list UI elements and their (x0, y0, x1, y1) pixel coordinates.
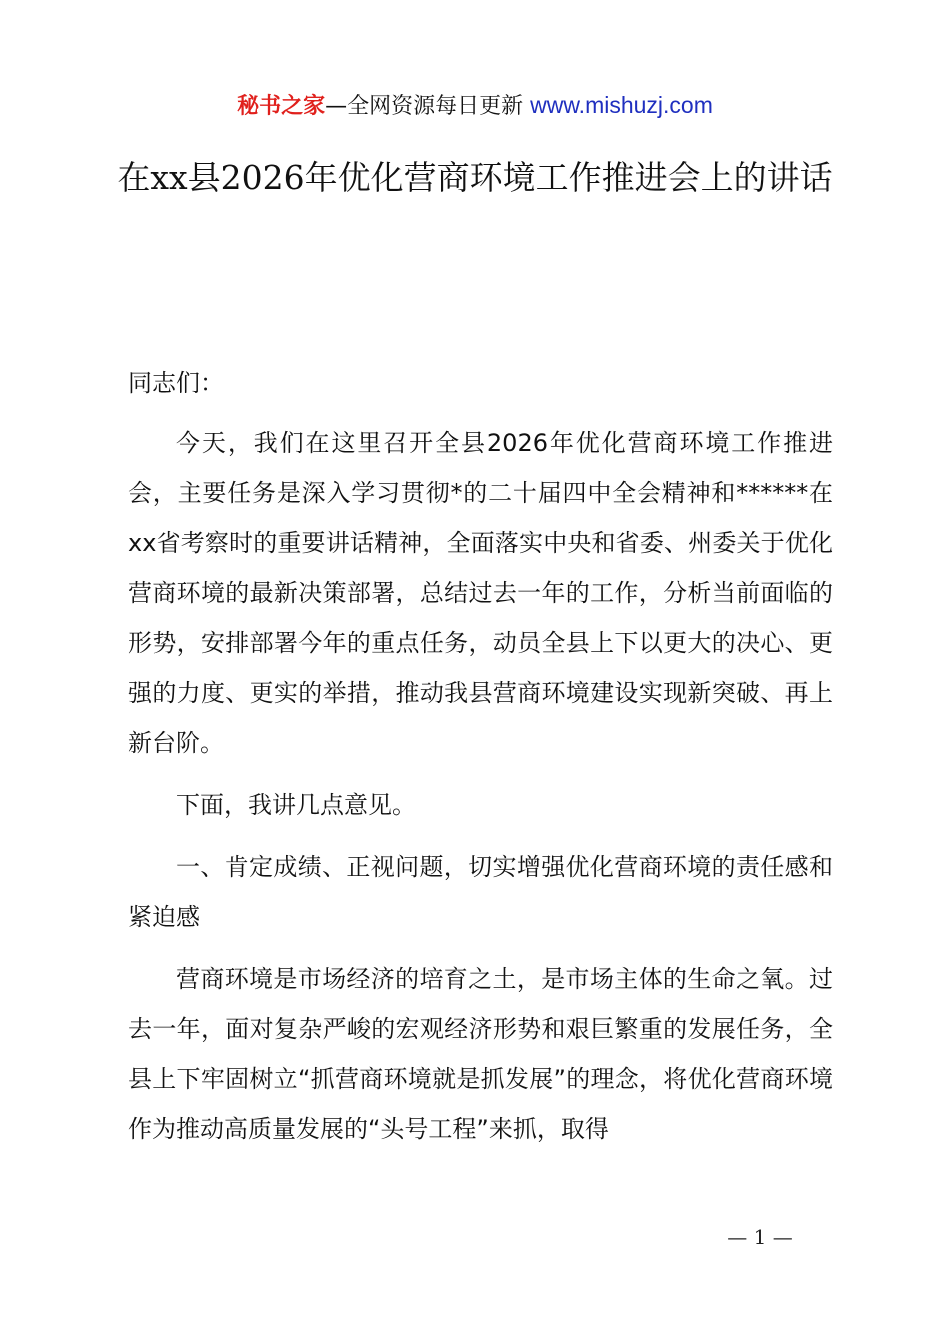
paragraph-section-1: 营商环境是市场经济的培育之土，是市场主体的生命之氧。过去一年，面对复杂严峻的宏观经济形势和艰巨繁重的发展任务，全县上下牢固树立“抓营商环境就是抓发展”的理念，将优化营商环境作为推动高质量发展的“头号工程”来抓，取得 (128, 965, 833, 1143)
header-tagline: —全网资源每日更新 (325, 94, 531, 119)
paragraph-intro: 今天，我们在这里召开全县2026年优化营商环境工作推进会，主要任务是深入学习贯彻*的二十届四中全会精神和******在xx省考察时的重要讲话精神，全面落实中央和省委、州委关于优化营商环境的最新决策部署，总结过去一年的工作，分析当前面临的形势，安排部署今年的重点任务，动员全县上下以更大的决心、更强的力度、更实的举措，推动我县营商环境建设实现新突破、再上新台阶。 (128, 429, 833, 757)
site-header (0, 88, 950, 124)
paragraph-transition: 下面，我讲几点意见。 (176, 791, 416, 819)
brand-name: 秘书之家 (237, 94, 326, 119)
site-url-link[interactable]: www.mishuzj.com (530, 92, 713, 118)
document-title: 在xx县2026年优化营商环境工作推进会上的讲话 (117, 158, 833, 197)
salutation: 同志们： (128, 369, 224, 397)
page-number: — 1 — (727, 1225, 793, 1249)
section-heading-1: 一、肯定成绩、正视问题，切实增强优化营商环境的责任感和紧迫感 (128, 853, 833, 931)
